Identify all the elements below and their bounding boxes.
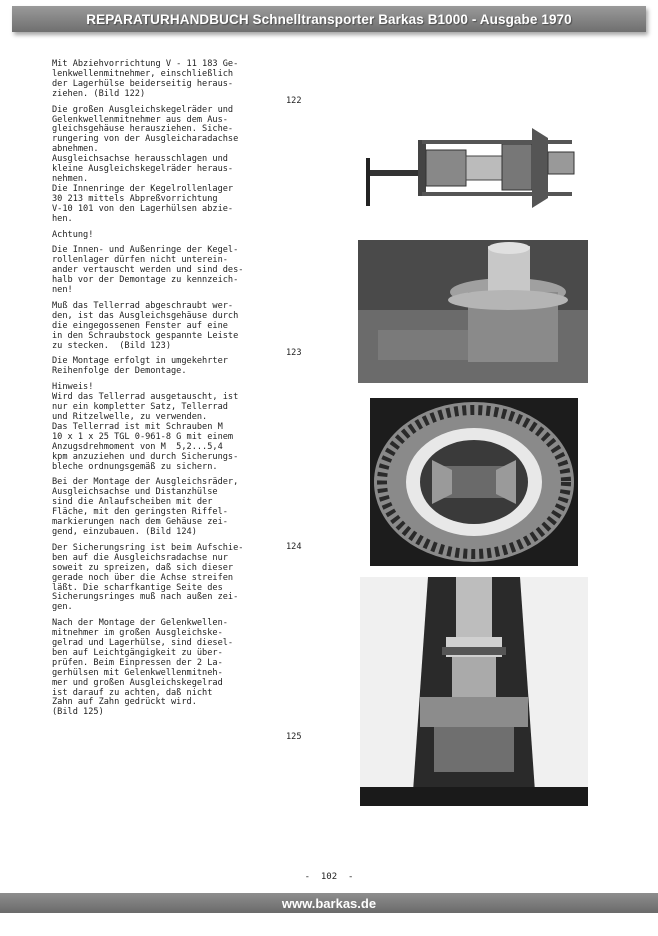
- document-title: REPARATURHANDBUCH Schnelltransporter Barkas B1000 - Ausgabe 1970: [86, 11, 572, 27]
- figure-125-photo: [360, 577, 588, 806]
- text-column: [52, 60, 282, 724]
- paragraph-removal: Mit Abziehvorrichtung V - 11 183 Ge- lenkwellenmitnehmer, einschließlich der Lagerhülse beiderseitig heraus- ziehen. (Bild 122): [52, 59, 239, 99]
- paragraph-attention-heading: Achtung!: [52, 229, 94, 240]
- figure-ref-122: 122: [286, 96, 302, 106]
- footer-bar: [0, 893, 658, 913]
- paragraph-bearing-warning: Die Innen- und Außenringe der Kegel- rollenlager dürfen nicht unterein- ander vertauscht werden und sind des- halb vor der Demontage zu kennzeich- nen!: [52, 245, 244, 296]
- paragraph-ring-gear: Muß das Tellerrad abgeschraubt wer- den, ist das Ausgleichsgehäuse durch die eingegossenen Fenster auf eine in den Schraubstock gespannte Leiste zu stecken. (Bild 123): [52, 300, 239, 351]
- figure-ref-123: 123: [286, 348, 302, 358]
- paragraph-assembly-order: Die Montage erfolgt in umgekehrter Reihenfolge der Demontage.: [52, 356, 228, 377]
- figure-122-photo: [362, 118, 590, 218]
- paragraph-note: Hinweis! Wird das Tellerrad ausgetauscht, ist nur ein kompletter Satz, Tellerrad und Ritzelwelle, zu verwenden. Das Tellerrad ist mit Schrauben M 10 x 1 x 25 TGL 0-961-8 G mit einem Anzugsdrehmoment von M 5,2...5,4 kpm anzuziehen und durch Sicherungs- bleche ordnungsgemäß zu sichern.: [52, 382, 239, 472]
- paragraph-circlip: Der Sicherungsring ist beim Aufschie- ben auf die Ausgleichsradachse nur soweit zu spreizen, daß sich dieser gerade noch über die Achse streifen läßt. Die scharfkantige Seite des Sicherungsringes muß nach außen zei- gen.: [52, 542, 244, 613]
- header-bar: [12, 6, 646, 32]
- paragraph-disassembly: Die großen Ausgleichskegelräder und Gelenkwellenmitnehmer aus dem Aus- gleichsgehäuse herausziehen. Siche- rungering von der Ausgleicharadachse abnehmen. Ausgleichsachse herausschlagen und kleine Ausgleichskegelräder heraus- nehmen. Die Innenringe der Kegelrollenlager 30 213 mittels Abpreßvorrichtung V-10 101 von den Lagerhülsen abzie- hen.: [52, 104, 239, 224]
- figure-124-photo: [370, 398, 578, 566]
- footer-url-link[interactable]: www.barkas.de: [281, 895, 377, 911]
- paragraph-final-check: Nach der Montage der Gelenkwellen- mitnehmer im großen Ausgleichske- gelrad und Lagerhülse, sind diesel- ben auf Leichtgängigkeit zu über- prüfen. Beim Einpressen der 2 La- gerhülsen mit Gelenkwellenmitneh- mer und großen Ausgleichskegelrad ist darauf zu achten, daß nicht Zahn auf Zahn gedrückt wird. (Bild 125): [52, 618, 234, 718]
- figure-123-photo: [358, 240, 588, 383]
- figure-ref-125: 125: [286, 732, 302, 742]
- figure-ref-124: 124: [286, 542, 302, 552]
- page-number: - 102 -: [304, 872, 354, 882]
- paragraph-thrust-washers: Bei der Montage der Ausgleichsräder, Ausgleichsachse und Distanzhülse sind die Anlaufscheiben mit der Fläche, mit den geringsten Riffel- markierungen nach dem Gehäuse zei- gend, einzubauen. (Bild 124): [52, 477, 239, 537]
